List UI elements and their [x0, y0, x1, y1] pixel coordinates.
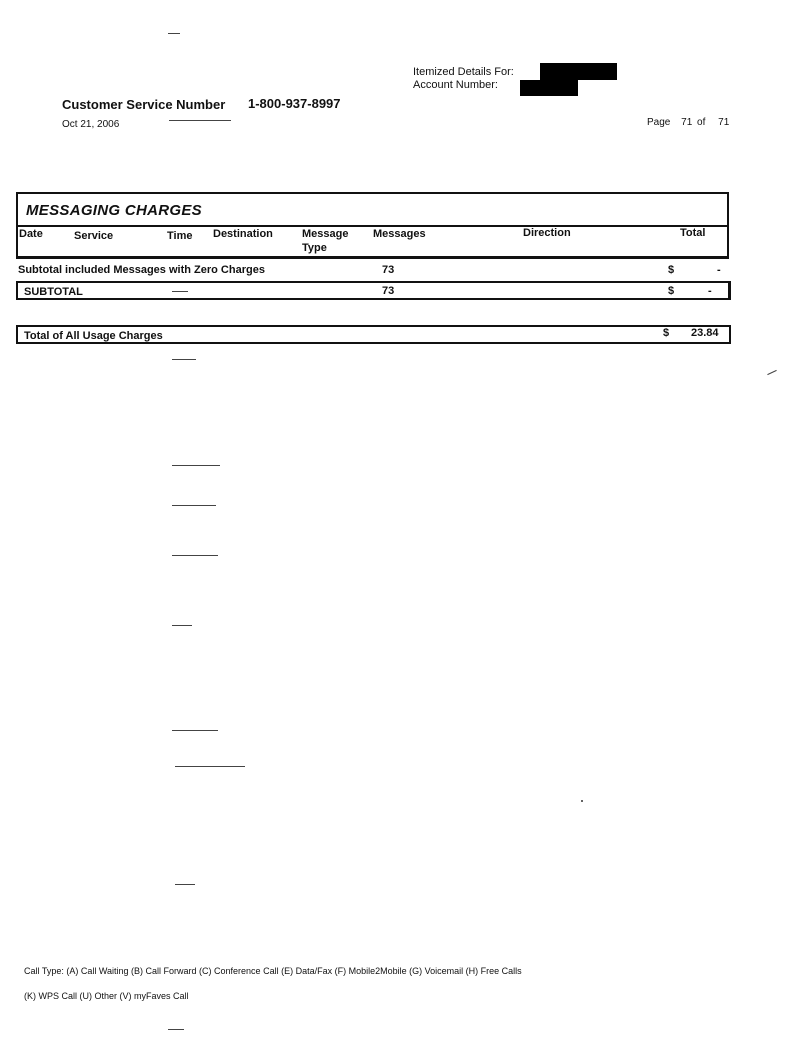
- column-header-time: Time: [167, 230, 193, 242]
- page-label: Page: [647, 117, 671, 128]
- scan-mark: [767, 370, 776, 375]
- statement-date: Oct 21, 2006: [62, 119, 120, 130]
- subtotal-row: [16, 281, 731, 300]
- scan-mark: [175, 884, 195, 885]
- total-usage-label: Total of All Usage Charges: [24, 330, 163, 342]
- customer-service-label: Customer Service Number: [62, 97, 226, 112]
- account-number-label: Account Number:: [413, 79, 498, 91]
- scan-mark: [168, 33, 180, 34]
- scan-mark: [172, 359, 196, 360]
- included-messages-count: 73: [382, 264, 395, 276]
- subtotal-total: -: [708, 285, 712, 297]
- column-header-message-type: Message Type: [302, 228, 349, 254]
- page-indicator: [647, 117, 729, 128]
- scan-mark: [172, 730, 218, 731]
- messaging-charges-table: [16, 192, 729, 259]
- column-header-service: Service: [74, 230, 114, 242]
- page-of-label: of: [697, 117, 706, 128]
- itemized-details-label: Itemized Details For:: [413, 66, 514, 78]
- scan-mark: [169, 120, 231, 121]
- page-current: 71: [681, 117, 693, 128]
- scan-mark: [172, 555, 218, 556]
- subtotal-currency: $: [668, 285, 675, 297]
- included-currency: $: [668, 264, 675, 276]
- redaction-name: [540, 63, 617, 80]
- customer-service-number: 1-800-937-8997: [248, 96, 341, 111]
- redaction-account: [520, 80, 578, 96]
- subtotal-messages: 73: [382, 285, 395, 297]
- included-total: -: [717, 264, 721, 276]
- column-header-date: Date: [19, 228, 43, 240]
- section-title: MESSAGING CHARGES: [26, 202, 202, 219]
- column-header-messages: Messages: [373, 228, 426, 240]
- total-usage-currency: $: [663, 327, 670, 339]
- total-usage-amount: 23.84: [691, 327, 719, 339]
- scan-dot: [581, 800, 583, 802]
- subtotal-label: SUBTOTAL: [24, 286, 83, 298]
- scan-mark: [172, 465, 220, 466]
- page-total: 71: [718, 117, 730, 128]
- scan-mark: [172, 291, 188, 292]
- scan-mark: [172, 625, 192, 626]
- scan-mark: [172, 505, 216, 506]
- call-type-legend-line-1: Call Type: (A) Call Waiting (B) Call Forward (C) Conference Call (E) Data/Fax (F) Mobile2Mobile (G) Voicemail (H) Free Calls: [24, 966, 522, 976]
- scan-mark: [175, 766, 245, 767]
- column-header-destination: Destination: [213, 228, 273, 240]
- scan-mark: [168, 1029, 184, 1030]
- column-header-direction: Direction: [523, 227, 571, 239]
- column-header-total: Total: [680, 227, 706, 239]
- call-type-legend-line-2: (K) WPS Call (U) Other (V) myFaves Call: [24, 991, 189, 1001]
- included-messages-label: Subtotal included Messages with Zero Charges: [18, 264, 265, 276]
